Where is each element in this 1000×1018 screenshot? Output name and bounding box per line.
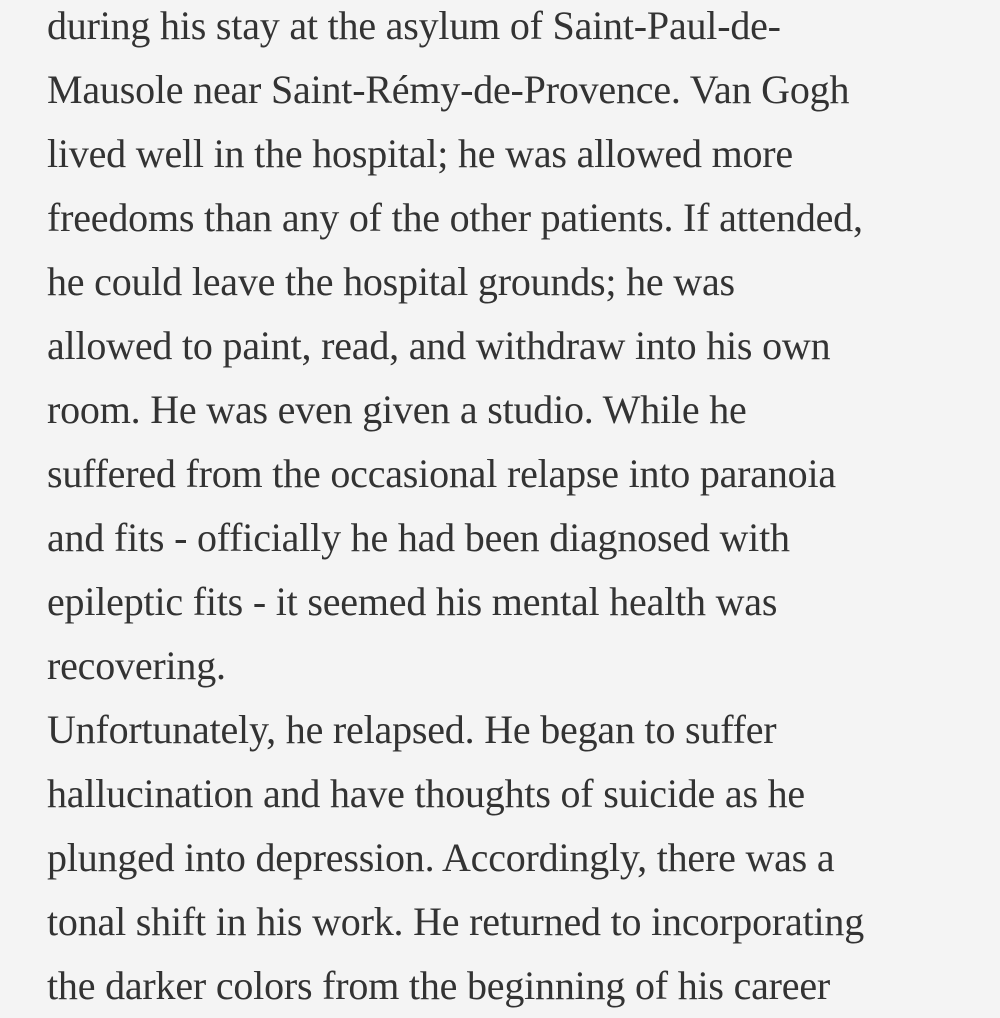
text-line: suffered from the occasional relapse into paranoia xyxy=(47,451,836,496)
text-line: freedoms than any of the other patients. If attended, xyxy=(47,195,863,240)
text-line: Mausole near Saint-Rémy-de-Provence. Van Gogh xyxy=(47,67,850,112)
text-line: plunged into depression. Accordingly, there was a xyxy=(47,835,835,880)
text-line: tonal shift in his work. He returned to incorporating xyxy=(47,899,864,944)
paragraph-asylum-stay xyxy=(47,0,987,698)
text-line: epileptic fits - it seemed his mental health was xyxy=(47,579,778,624)
text-line: and fits - officially he had been diagnosed with xyxy=(47,515,790,560)
text-line: allowed to paint, read, and withdraw into his own xyxy=(47,323,831,368)
article-body xyxy=(47,0,987,1018)
text-line: during his stay at the asylum of Saint-Paul-de- xyxy=(47,3,781,48)
text-line: recovering. xyxy=(47,643,226,688)
text-line: the darker colors from the beginning of his career xyxy=(47,963,831,1008)
paragraph-relapse xyxy=(47,698,987,1018)
text-line: Unfortunately, he relapsed. He began to suffer xyxy=(47,707,777,752)
text-line: hallucination and have thoughts of suicide as he xyxy=(47,771,805,816)
text-line: room. He was even given a studio. While he xyxy=(47,387,747,432)
text-line: he could leave the hospital grounds; he was xyxy=(47,259,735,304)
text-line: lived well in the hospital; he was allowed more xyxy=(47,131,793,176)
